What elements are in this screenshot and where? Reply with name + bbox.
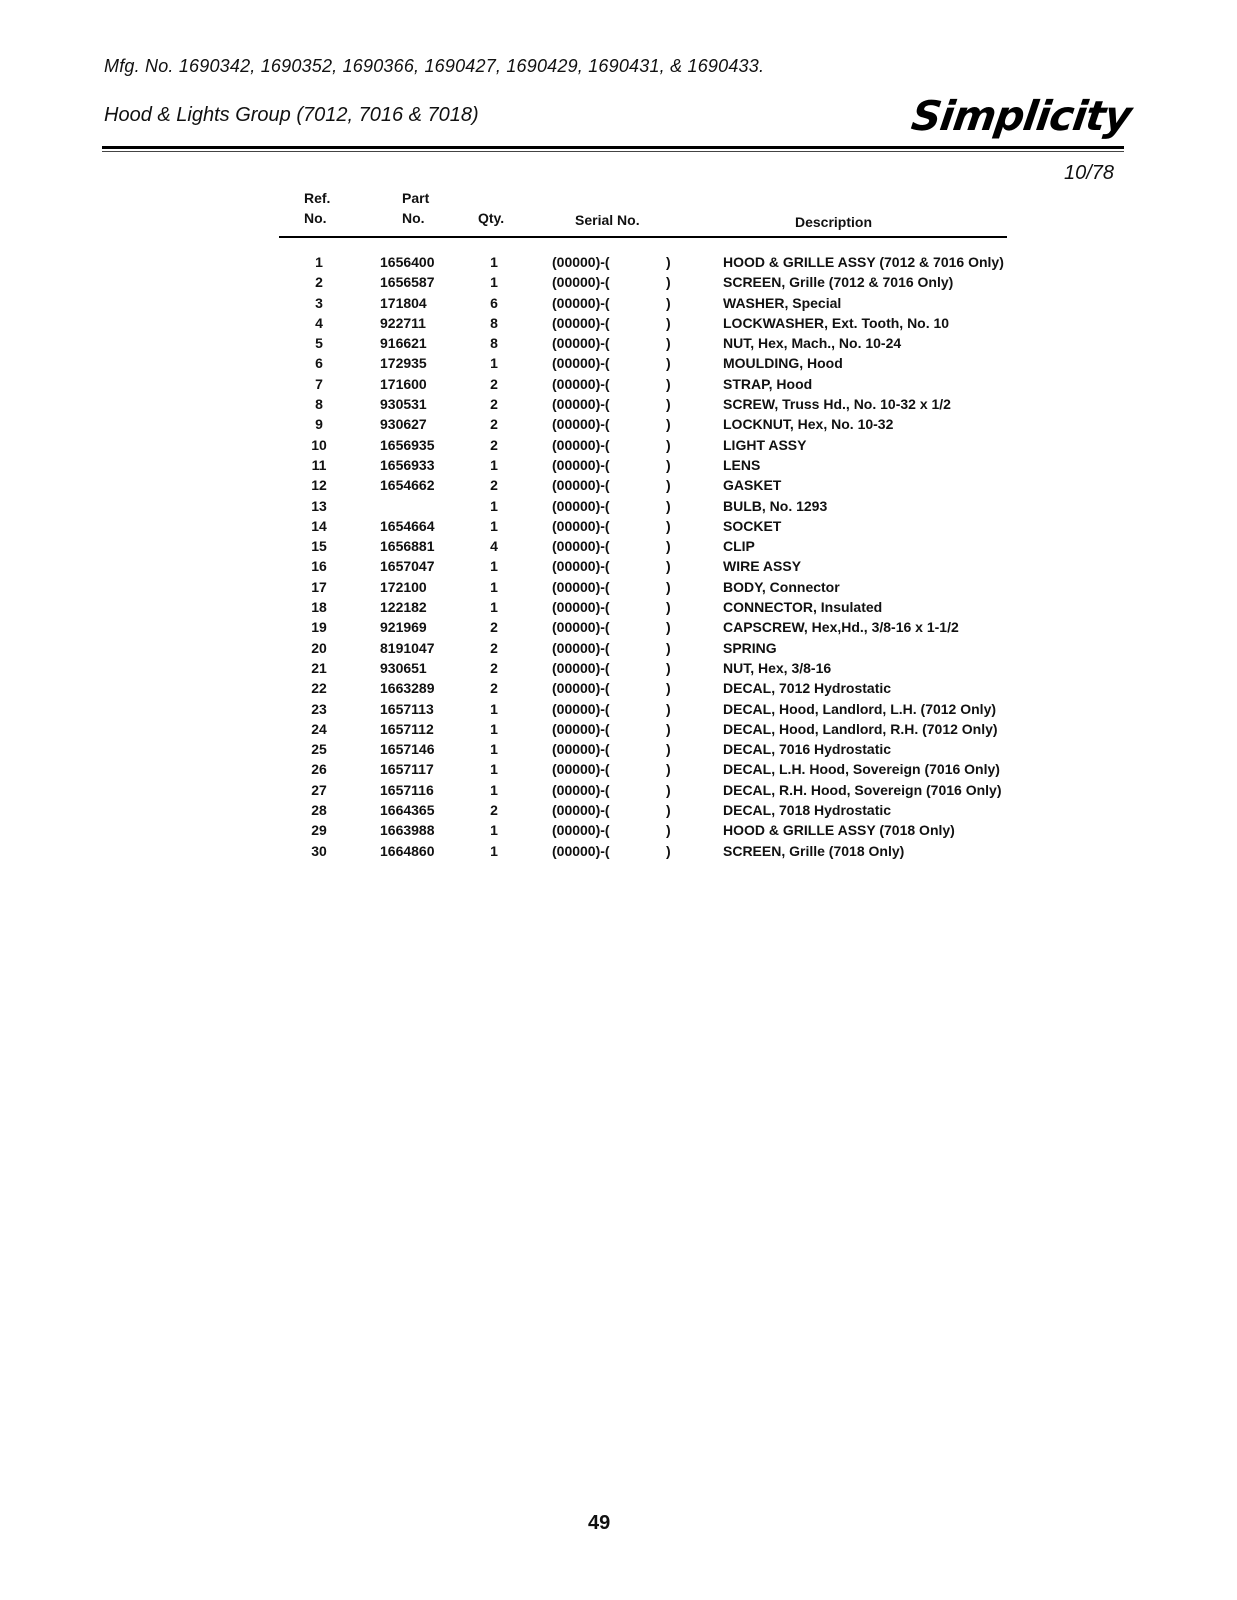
serial-number: (00000)-( xyxy=(552,517,610,534)
serial-close: ) xyxy=(666,416,671,433)
description: DECAL, 7018 Hydrostatic xyxy=(723,802,892,819)
description: LOCKNUT, Hex, No. 10-32 xyxy=(723,416,894,433)
serial-close: ) xyxy=(666,294,671,311)
description: NUT, Hex, Mach., No. 10-24 xyxy=(723,335,902,352)
ref-number: 3 xyxy=(315,294,323,311)
serial-close: ) xyxy=(666,355,671,372)
serial-number: (00000)-( xyxy=(552,558,610,575)
serial-close: ) xyxy=(666,578,671,595)
ref-number: 7 xyxy=(315,375,323,392)
part-number: 1657117 xyxy=(380,761,434,778)
table-row xyxy=(0,333,1237,353)
serial-close: ) xyxy=(666,599,671,616)
quantity: 1 xyxy=(490,781,498,798)
table-row xyxy=(0,597,1237,617)
ref-number: 29 xyxy=(311,822,327,839)
description: LENS xyxy=(723,456,761,473)
part-number: 8191047 xyxy=(380,639,435,656)
ref-number: 5 xyxy=(315,335,323,352)
quantity: 1 xyxy=(490,599,498,616)
col-head-description: Description xyxy=(795,214,873,230)
serial-number: (00000)-( xyxy=(552,477,610,494)
serial-close: ) xyxy=(666,436,671,453)
quantity: 2 xyxy=(490,436,498,453)
serial-number: (00000)-( xyxy=(552,355,610,372)
serial-number: (00000)-( xyxy=(552,497,610,514)
ref-number: 4 xyxy=(315,314,323,331)
ref-number: 2 xyxy=(315,274,323,291)
serial-close: ) xyxy=(666,822,671,839)
ref-number: 20 xyxy=(311,639,327,656)
part-number: 1654662 xyxy=(380,477,435,494)
ref-number: 9 xyxy=(315,416,323,433)
description: DECAL, 7016 Hydrostatic xyxy=(723,741,892,758)
quantity: 2 xyxy=(490,619,498,636)
ref-number: 25 xyxy=(311,741,327,758)
description: NUT, Hex, 3/8-16 xyxy=(723,659,832,676)
table-row xyxy=(0,820,1237,840)
col-head-ref xyxy=(304,188,330,228)
quantity: 1 xyxy=(490,822,498,839)
serial-number: (00000)-( xyxy=(552,314,610,331)
table-row xyxy=(0,658,1237,678)
description: CONNECTOR, Insulated xyxy=(723,599,883,616)
serial-number: (00000)-( xyxy=(552,802,610,819)
quantity: 1 xyxy=(490,497,498,514)
serial-number: (00000)-( xyxy=(552,254,610,270)
quantity: 1 xyxy=(490,558,498,575)
date-stamp: 10/78 xyxy=(1064,162,1115,184)
quantity: 1 xyxy=(490,761,498,778)
part-number: 171600 xyxy=(380,375,427,392)
description: LIGHT ASSY xyxy=(723,436,807,453)
part-number: 1663289 xyxy=(380,680,435,697)
table-row xyxy=(0,374,1237,394)
description: WASHER, Special xyxy=(723,294,842,311)
ref-number: 1 xyxy=(315,254,323,270)
description: CLIP xyxy=(723,538,755,555)
ref-number: 30 xyxy=(311,842,327,859)
serial-number: (00000)-( xyxy=(552,700,610,717)
serial-number: (00000)-( xyxy=(552,375,610,392)
ref-number: 15 xyxy=(311,538,327,555)
ref-number: 18 xyxy=(311,599,327,616)
brand-logo: Simplicity xyxy=(908,92,1134,140)
serial-close: ) xyxy=(666,700,671,717)
quantity: 1 xyxy=(490,517,498,534)
part-number: 930627 xyxy=(380,416,427,433)
table-row xyxy=(0,678,1237,698)
part-number: 1654664 xyxy=(380,517,435,534)
description: HOOD & GRILLE ASSY (7018 Only) xyxy=(723,822,955,839)
part-number: 1656587 xyxy=(380,274,435,291)
description: DECAL, Hood, Landlord, L.H. (7012 Only) xyxy=(723,700,997,717)
header-rule-thin xyxy=(102,151,1124,152)
part-number: 172100 xyxy=(380,578,427,595)
description: DECAL, R.H. Hood, Sovereign (7016 Only) xyxy=(723,781,1002,798)
serial-close: ) xyxy=(666,558,671,575)
ref-number: 27 xyxy=(311,781,327,798)
part-number: 1657047 xyxy=(380,558,435,575)
part-number: 172935 xyxy=(380,355,427,372)
serial-number: (00000)-( xyxy=(552,274,610,291)
serial-close: ) xyxy=(666,456,671,473)
table-row xyxy=(0,475,1237,495)
ref-number: 14 xyxy=(311,517,327,534)
quantity: 1 xyxy=(490,274,498,291)
table-row xyxy=(0,455,1237,475)
serial-number: (00000)-( xyxy=(552,741,610,758)
serial-number: (00000)-( xyxy=(552,335,610,352)
table-row xyxy=(0,638,1237,658)
col-head-ref-line2: No. xyxy=(304,210,327,226)
serial-close: ) xyxy=(666,720,671,737)
ref-number: 26 xyxy=(311,761,327,778)
quantity: 4 xyxy=(490,538,498,555)
col-head-part-line2: No. xyxy=(402,210,425,226)
quantity: 2 xyxy=(490,680,498,697)
ref-number: 12 xyxy=(311,477,327,494)
description: HOOD & GRILLE ASSY (7012 & 7016 Only) xyxy=(723,254,1004,270)
serial-close: ) xyxy=(666,477,671,494)
ref-number: 17 xyxy=(311,578,327,595)
table-row xyxy=(0,577,1237,597)
group-title: Hood & Lights Group (7012, 7016 & 7018) xyxy=(104,104,479,126)
part-number: 930531 xyxy=(380,396,427,413)
serial-close: ) xyxy=(666,761,671,778)
quantity: 1 xyxy=(490,578,498,595)
serial-close: ) xyxy=(666,335,671,352)
serial-number: (00000)-( xyxy=(552,396,610,413)
table-row xyxy=(0,719,1237,739)
quantity: 2 xyxy=(490,802,498,819)
quantity: 1 xyxy=(490,456,498,473)
description: MOULDING, Hood xyxy=(723,355,843,372)
quantity: 1 xyxy=(490,355,498,372)
serial-number: (00000)-( xyxy=(552,639,610,656)
page-number: 49 xyxy=(588,1512,611,1534)
description: SCREEN, Grille (7018 Only) xyxy=(723,842,905,859)
part-number: 1664365 xyxy=(380,802,435,819)
ref-number: 16 xyxy=(311,558,327,575)
table-row xyxy=(0,800,1237,820)
serial-number: (00000)-( xyxy=(552,761,610,778)
parts-table xyxy=(0,252,1237,861)
quantity: 2 xyxy=(490,375,498,392)
quantity: 1 xyxy=(490,700,498,717)
col-head-ref-line1: Ref. xyxy=(304,190,331,206)
serial-number: (00000)-( xyxy=(552,436,610,453)
ref-number: 6 xyxy=(315,355,323,372)
ref-number: 11 xyxy=(311,456,327,473)
description: SCREW, Truss Hd., No. 10-32 x 1/2 xyxy=(723,396,951,413)
serial-close: ) xyxy=(666,639,671,656)
quantity: 6 xyxy=(490,294,498,311)
serial-number: (00000)-( xyxy=(552,456,610,473)
description: SPRING xyxy=(723,639,777,656)
table-row xyxy=(0,353,1237,373)
description: DECAL, Hood, Landlord, R.H. (7012 Only) xyxy=(723,720,998,737)
ref-number: 24 xyxy=(311,720,327,737)
serial-number: (00000)-( xyxy=(552,822,610,839)
table-row xyxy=(0,699,1237,719)
part-number: 1663988 xyxy=(380,822,435,839)
quantity: 2 xyxy=(490,639,498,656)
quantity: 2 xyxy=(490,396,498,413)
quantity: 8 xyxy=(490,335,498,352)
table-row xyxy=(0,780,1237,800)
quantity: 1 xyxy=(490,842,498,859)
serial-close: ) xyxy=(666,517,671,534)
table-row xyxy=(0,841,1237,861)
part-number: 1656400 xyxy=(380,254,435,270)
ref-number: 22 xyxy=(311,680,327,697)
serial-number: (00000)-( xyxy=(552,781,610,798)
description: SCREEN, Grille (7012 & 7016 Only) xyxy=(723,274,954,291)
serial-number: (00000)-( xyxy=(552,842,610,859)
serial-close: ) xyxy=(666,680,671,697)
table-row xyxy=(0,496,1237,516)
serial-number: (00000)-( xyxy=(552,294,610,311)
serial-close: ) xyxy=(666,842,671,859)
part-number: 1657146 xyxy=(380,741,435,758)
serial-number: (00000)-( xyxy=(552,416,610,433)
part-number: 122182 xyxy=(380,599,427,616)
serial-number: (00000)-( xyxy=(552,619,610,636)
table-row xyxy=(0,272,1237,292)
table-row xyxy=(0,435,1237,455)
table-row xyxy=(0,556,1237,576)
part-number: 1657113 xyxy=(380,700,434,717)
serial-close: ) xyxy=(666,659,671,676)
serial-number: (00000)-( xyxy=(552,659,610,676)
quantity: 2 xyxy=(490,659,498,676)
table-row xyxy=(0,414,1237,434)
quantity: 8 xyxy=(490,314,498,331)
table-row xyxy=(0,252,1237,272)
table-row xyxy=(0,516,1237,536)
part-number: 1656935 xyxy=(380,436,435,453)
serial-number: (00000)-( xyxy=(552,720,610,737)
serial-close: ) xyxy=(666,781,671,798)
col-head-part xyxy=(402,188,429,228)
description: LOCKWASHER, Ext. Tooth, No. 10 xyxy=(723,314,950,331)
part-number: 916621 xyxy=(380,335,427,352)
quantity: 1 xyxy=(490,720,498,737)
description: DECAL, 7012 Hydrostatic xyxy=(723,680,892,697)
col-head-part-line1: Part xyxy=(402,190,430,206)
header-rule xyxy=(102,146,1124,149)
part-number: 1657112 xyxy=(380,720,434,737)
part-number: 1656933 xyxy=(380,456,435,473)
serial-close: ) xyxy=(666,375,671,392)
description: GASKET xyxy=(723,477,782,494)
ref-number: 8 xyxy=(315,396,323,413)
serial-close: ) xyxy=(666,396,671,413)
serial-number: (00000)-( xyxy=(552,578,610,595)
serial-close: ) xyxy=(666,619,671,636)
description: DECAL, L.H. Hood, Sovereign (7016 Only) xyxy=(723,761,1000,778)
serial-close: ) xyxy=(666,741,671,758)
table-row xyxy=(0,759,1237,779)
serial-close: ) xyxy=(666,254,671,270)
serial-number: (00000)-( xyxy=(552,599,610,616)
part-number: 171804 xyxy=(380,294,427,311)
ref-number: 13 xyxy=(311,497,327,514)
serial-close: ) xyxy=(666,802,671,819)
description: BODY, Connector xyxy=(723,578,840,595)
table-row xyxy=(0,293,1237,313)
description: SOCKET xyxy=(723,517,782,534)
part-number: 921969 xyxy=(380,619,427,636)
part-number: 930651 xyxy=(380,659,427,676)
ref-number: 21 xyxy=(311,659,327,676)
description: WIRE ASSY xyxy=(723,558,802,575)
table-row xyxy=(0,394,1237,414)
col-head-serial: Serial No. xyxy=(575,212,640,228)
quantity: 1 xyxy=(490,254,498,270)
serial-number: (00000)-( xyxy=(552,538,610,555)
part-number: 1664860 xyxy=(380,842,435,859)
ref-number: 10 xyxy=(311,436,327,453)
table-row xyxy=(0,536,1237,556)
table-row xyxy=(0,739,1237,759)
ref-number: 23 xyxy=(311,700,327,717)
description: CAPSCREW, Hex,Hd., 3/8-16 x 1-1/2 xyxy=(723,619,959,636)
table-row xyxy=(0,313,1237,333)
serial-close: ) xyxy=(666,497,671,514)
part-number: 1657116 xyxy=(380,781,434,798)
table-header-rule xyxy=(279,236,1007,238)
table-row xyxy=(0,617,1237,637)
serial-close: ) xyxy=(666,314,671,331)
serial-number: (00000)-( xyxy=(552,680,610,697)
ref-number: 19 xyxy=(311,619,327,636)
mfg-numbers: Mfg. No. 1690342, 1690352, 1690366, 1690427, 1690429, 1690431, & 1690433. xyxy=(104,56,765,76)
quantity: 1 xyxy=(490,741,498,758)
quantity: 2 xyxy=(490,416,498,433)
description: STRAP, Hood xyxy=(723,375,813,392)
part-number: 1656881 xyxy=(380,538,435,555)
serial-close: ) xyxy=(666,274,671,291)
description: BULB, No. 1293 xyxy=(723,497,828,514)
serial-close: ) xyxy=(666,538,671,555)
ref-number: 28 xyxy=(311,802,327,819)
quantity: 2 xyxy=(490,477,498,494)
part-number: 922711 xyxy=(380,314,426,331)
col-head-qty: Qty. xyxy=(478,210,505,226)
